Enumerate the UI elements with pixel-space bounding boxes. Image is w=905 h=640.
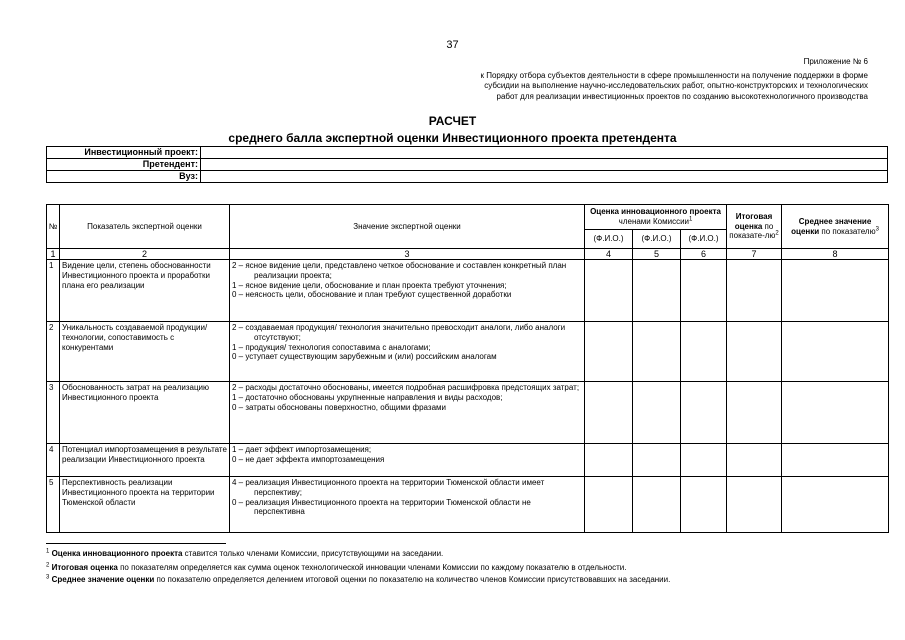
header-total-sup: 2: [775, 230, 779, 237]
score-cell[interactable]: [633, 444, 681, 477]
footnote-term: Итоговая оценка: [51, 563, 118, 572]
header-total-bold: Итоговая оценка: [734, 211, 773, 231]
evaluation-table: [46, 204, 889, 533]
info-row-applicant: [47, 159, 888, 171]
header-average-bold: Среднее значение оценки: [791, 216, 872, 236]
row-values: [230, 260, 585, 322]
score-cell[interactable]: [585, 444, 633, 477]
score-cell[interactable]: [681, 382, 727, 444]
header-innovation-rest: членами Комиссии: [618, 217, 690, 226]
table-row: [47, 382, 889, 444]
table-row: [47, 260, 889, 322]
col-number: 2: [60, 249, 230, 260]
info-row-university: [47, 171, 888, 183]
col-number: 8: [782, 249, 889, 260]
header-total-score: [727, 205, 782, 249]
header-indicator: Показатель экспертной оценки: [60, 205, 230, 249]
header-innovation-bold: Оценка инновационного проекта: [590, 207, 721, 217]
row-indicator: Уникальность создаваемой продукции/ технологии, сопоставимость с конкурентами: [60, 322, 230, 382]
row-indicator: Обоснованность затрат на реализацию Инвестиционного проекта: [60, 382, 230, 444]
row-indicator: Видение цели, степень обоснованности Инвестиционного проекта и проработки плана его реализации: [60, 260, 230, 322]
score-cell[interactable]: [681, 260, 727, 322]
table-row: [47, 444, 889, 477]
footnote-2: [46, 563, 626, 573]
header-average-score: [782, 205, 889, 249]
row-number: 4: [47, 444, 60, 477]
col-number: 1: [47, 249, 60, 260]
header-fio-1: (Ф.И.О.): [585, 230, 633, 249]
info-table: [46, 146, 888, 183]
row-number: 5: [47, 477, 60, 533]
appendix-line-3: работ для реализации инвестиционных проектов по созданию высокотехнологичного производства: [496, 91, 868, 101]
value-option: 2 – ясное видение цели, представлено четкое обоснование и составлен конкретный план реализации проекта;: [232, 261, 567, 280]
footnote-term: Среднее значение оценки: [51, 575, 155, 584]
project-field[interactable]: [201, 147, 888, 159]
value-option: 2 – расходы достаточно обоснованы, имеется подробная расшифровка предстоящих затрат;: [232, 383, 580, 392]
value-option: 0 – неясность цели, обоснование и план требуют существенной доработки: [232, 290, 512, 300]
header-innovation-sup: 1: [689, 216, 693, 223]
university-field[interactable]: [201, 171, 888, 183]
row-number: 1: [47, 260, 60, 322]
info-row-project: [47, 147, 888, 159]
row-number: 2: [47, 322, 60, 382]
applicant-label: Претендент:: [47, 159, 201, 171]
header-average-sup: 3: [875, 225, 879, 232]
header-value: Значение экспертной оценки: [230, 205, 585, 249]
footnote-text: ставится только членами Комиссии, присутствующими на заседании.: [182, 549, 444, 558]
appendix-line-2: субсидии на выполнение научно-исследовательских работ, опытно-конструкторских и технологических: [484, 81, 868, 90]
header-no: №: [47, 205, 60, 249]
col-number: 4: [585, 249, 633, 260]
row-values: [230, 444, 585, 477]
score-cell[interactable]: [681, 477, 727, 533]
footnote-3: [46, 575, 670, 585]
appendix-line-1: к Порядку отбора субъектов деятельности в сфере промышленности на получение поддержки в форме: [480, 70, 868, 80]
row-values: [230, 477, 585, 533]
row-indicator: Перспективность реализации Инвестиционного проекта на территории Тюменской области: [60, 477, 230, 533]
column-numbers-row: [47, 249, 889, 260]
value-option: 0 – реализация Инвестиционного проекта на территории Тюменской области не перспективна: [232, 497, 531, 517]
header-average-rest: по показателю: [819, 226, 876, 236]
value-option: 1 – ясное видение цели, обоснование и план проекта требуют уточнения;: [232, 280, 507, 290]
appendix-header: [398, 57, 868, 102]
value-option: 1 – достаточно обоснованы укрупненные направления и виды расходов;: [232, 392, 503, 402]
appendix-title: Приложение № 6: [803, 57, 868, 66]
score-cell[interactable]: [585, 260, 633, 322]
average-cell[interactable]: [782, 260, 889, 322]
score-cell[interactable]: [585, 382, 633, 444]
header-fio-3: (Ф.И.О.): [681, 230, 727, 249]
row-indicator: Потенциал импортозамещения в результате реализации Инвестиционного проекта: [60, 444, 230, 477]
total-cell[interactable]: [727, 382, 782, 444]
col-number: 5: [633, 249, 681, 260]
row-number: 3: [47, 382, 60, 444]
score-cell[interactable]: [681, 444, 727, 477]
col-number: 6: [681, 249, 727, 260]
value-option: 0 – уступает существующим зарубежным и (или) российским аналогам: [232, 352, 497, 362]
footnote-1: [46, 549, 443, 559]
footnote-term: Оценка инновационного проекта: [51, 549, 183, 558]
footnote-text: по показателям определяется как сумма оценок технологической инновации членами Комиссии по каждому показателю в отдельности.: [117, 563, 627, 572]
score-cell[interactable]: [633, 477, 681, 533]
average-cell[interactable]: [782, 477, 889, 533]
header-total-rest: по показате-лю: [729, 221, 776, 241]
value-option: 2 – создаваемая продукция/ технология значительно превосходит аналоги, либо аналоги отсутствуют;: [232, 323, 566, 342]
footnote-marker: 3: [46, 574, 50, 581]
score-cell[interactable]: [585, 477, 633, 533]
page-number: 37: [446, 39, 459, 51]
footnote-text: по показателю определяется делением итоговой оценки по показателю на количество членов Комиссии присутствовавших на заседании.: [154, 575, 671, 584]
value-option: 0 – не дает эффекта импортозамещения: [232, 454, 385, 464]
footnote-divider: [46, 543, 226, 544]
total-cell[interactable]: [727, 260, 782, 322]
col-number: 3: [230, 249, 585, 260]
university-label: Вуз:: [47, 171, 201, 183]
header-row: [47, 205, 889, 230]
score-cell[interactable]: [633, 382, 681, 444]
total-cell[interactable]: [727, 322, 782, 382]
document-title: РАСЧЕТ: [428, 114, 477, 128]
footnote-marker: 1: [46, 548, 50, 555]
score-cell[interactable]: [681, 322, 727, 382]
value-option: 4 – реализация Инвестиционного проекта на территории Тюменской области имеет перспективу;: [232, 478, 545, 497]
col-number: 7: [727, 249, 782, 260]
value-option: 1 – дает эффект импортозамещения;: [232, 445, 372, 454]
applicant-field[interactable]: [201, 159, 888, 171]
total-cell[interactable]: [727, 444, 782, 477]
table-row: [47, 477, 889, 533]
document-subtitle: среднего балла экспертной оценки Инвестиционного проекта претендента: [228, 131, 677, 145]
header-innovation-score: [585, 205, 727, 230]
average-cell[interactable]: [782, 444, 889, 477]
total-cell[interactable]: [727, 477, 782, 533]
average-cell[interactable]: [782, 382, 889, 444]
row-values: [230, 322, 585, 382]
project-label: Инвестиционный проект:: [47, 147, 201, 159]
average-cell[interactable]: [782, 322, 889, 382]
score-cell[interactable]: [585, 322, 633, 382]
value-option: 1 – продукция/ технология сопоставима с аналогами;: [232, 342, 431, 352]
footnote-marker: 2: [46, 562, 50, 569]
score-cell[interactable]: [633, 260, 681, 322]
value-option: 0 – затраты обоснованы поверхностно, общими фразами: [232, 402, 446, 412]
table-row: [47, 322, 889, 382]
row-values: [230, 382, 585, 444]
score-cell[interactable]: [633, 322, 681, 382]
header-fio-2: (Ф.И.О.): [633, 230, 681, 249]
